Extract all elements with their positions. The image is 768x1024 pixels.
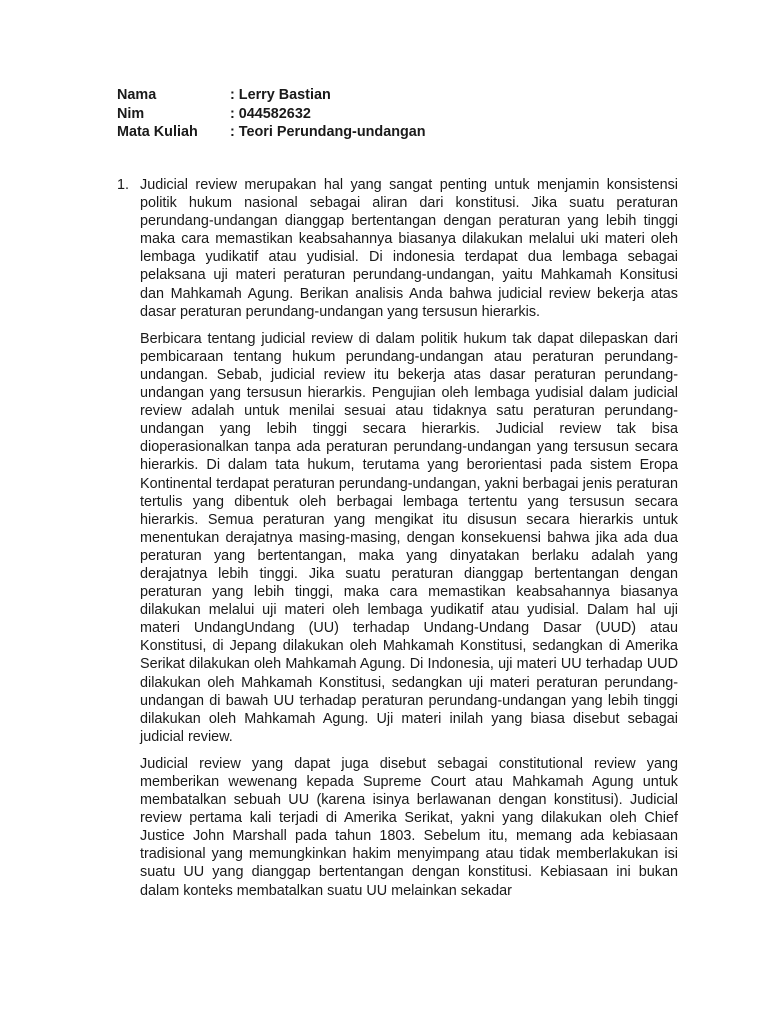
info-value-course: : Teori Perundang-undangan: [230, 124, 426, 140]
info-label-nim: Nim: [117, 105, 145, 122]
document-body: [117, 176, 678, 909]
item-content: [140, 176, 678, 909]
info-label-name: Nama: [117, 87, 157, 103]
info-row-name: [117, 86, 677, 105]
info-label-course: Mata Kuliah: [117, 124, 198, 140]
info-value-name: : Lerry Bastian: [230, 87, 331, 103]
item-number: 1.: [117, 177, 130, 193]
numbered-item: [117, 176, 678, 909]
info-row-nim: [117, 105, 677, 124]
question-paragraph: Judicial review merupakan hal yang sangat penting untuk menjamin konsistensi politik hukum nasional sebagai aliran dari konstitusi. Jika suatu peraturan perundang-undangan dianggap bertentangan dengan peraturan yang lebih tinggi maka cara memastikan keabsahannya biasanya dilakukan melalui uki materi oleh lembaga yudikatif atau yudisial. Di indonesia terdapat dua lembaga sebagai pelaksana uji materi peraturan perundang-undangan, yaitu Mahkamah Konsitusi dan Mahkamah Agung. Berikan analisis Anda bahwa judicial review bekerja atas dasar peraturan perundang-undangan yang tersusun hierarkis.: [140, 177, 678, 320]
info-value-nim: : 044582632: [230, 105, 311, 122]
answer-paragraph-1: Berbicara tentang judicial review di dalam politik hukum tak dapat dilepaskan dari pembicaraan tentang hukum perundang-undangan atau peraturan perundang-undangan. Sebab, judicial review itu bekerja atas dasar peraturan perundang-undangan yang tersusun hierarkis. Pengujian oleh lembaga yudisial dalam judicial review adalah untuk menilai sesuai atau tidaknya satu peraturan perundang-undangan yang lebih tinggi secara hierarkis. Judicial review tak bisa dioperasionalkan tanpa ada peraturan perundang-undangan yang tersusun secara hierarkis. Di dalam tata hukum, terutama yang berorientasi pada sistem Eropa Kontinental terdapat peraturan perundang-undangan, yakni berbagai jenis peraturan tertulis yang dibentuk oleh berbagai lembaga tertentu yang tersusun secara hierarkis. Semua peraturan yang mengikat itu disusun secara hierarkis untuk menentukan derajatnya masing-masing, dengan konsekuensi bahwa jika ada dua peraturan yang bertentangan, maka yang dinyatakan berlaku adalah yang derajatnya lebih tinggi. Jika suatu peraturan dianggap bertentangan dengan peraturan yang lebih tinggi, maka cara memastikan keabsahannya biasanya dilakukan melalui uji materi oleh lembaga yudikatif atau yudisial. Dalam hal uji materi UndangUndang (UU) terhadap Undang-Undang Dasar (UUD) atau Konstitusi, di Jepang dilakukan oleh Mahkamah Konstitusi, sedangkan di Amerika Serikat dilakukan oleh Mahkamah Agung. Di Indonesia, uji materi UU terhadap UUD dilakukan oleh Mahkamah Konstitusi, sedangkan uji materi peraturan perundang-undangan di bawah UU terhadap peraturan perundang-undangan yang lebih tinggi dilakukan oleh Mahkamah Agung. Uji materi inilah yang biasa disebut sebagai judicial review.: [140, 330, 678, 745]
info-row-course: [117, 123, 677, 142]
student-info: [117, 86, 677, 142]
answer-paragraph-2: Judicial review yang dapat juga disebut sebagai constitutional review yang memberikan wewenang kepada Supreme Court atau Mahkamah Agung untuk membatalkan sebuah UU (karena isinya berlawanan dengan konstitusi). Judicial review pertama kali terjadi di Amerika Serikat, yakni yang dilakukan oleh Chief Justice John Marshall pada tahun 1803. Sebelum itu, memang ada kebiasaan tradisional yang memungkinkan hakim menyimpang atau tidak memberlakukan isi suatu UU yang dianggap bertentangan dengan konstitusi. Kebiasaan ini bukan dalam konteks membatalkan suatu UU melainkan sekadar: [140, 755, 678, 899]
